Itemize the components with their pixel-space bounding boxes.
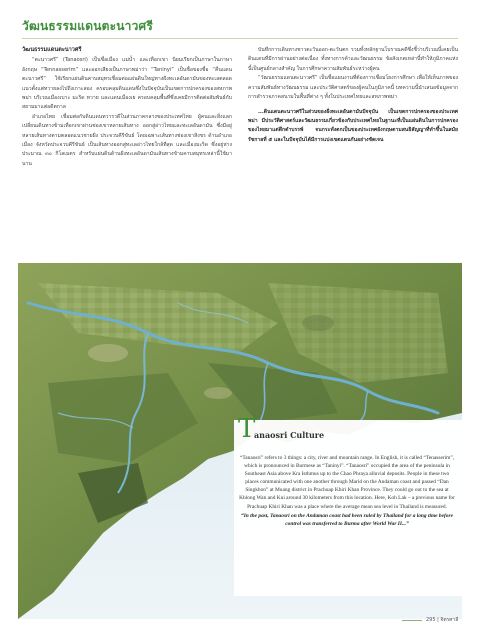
- title-divider: [22, 38, 458, 39]
- drop-cap-letter: T: [238, 414, 256, 444]
- right-text-column: [248, 46, 458, 150]
- culture-title: anaosri Culture: [254, 430, 325, 440]
- left-paragraph-2: อำเภอไทย เชื่อมต่อกับดินแดนทวารวดีในส่วนภาคกลางของประเทศไทย ผู้คนและสิ่งแลกเปลี่ยนเดินทางข้ามเทือกเขาผ่านช่องเขาหลายเส้นทาง ออกสู่อ่าวไทยและทะเลอันดามัน ซึ่งมีอยู่หลายเส้นทางตามตลอดแนวชายฝั่ง ประจวบคีรีขันธ์ โดยเฉพาะเส้นทางช่องเขาสิงขร ด้านอำเภอเมือง จังหวัดประจวบคีรีขันธ์ เป็นเส้นทางออกสู่ทะเลอ่าวไทยใกล้ที่สุด และเมืองมะริด ซึ่งอยู่ห่างประมาณ ๓๐ กิโลเมตร สำหรับแผ่นดินด้านฝั่งทะเลอันดามันเส้นทางข้ามคาบสมุทรเหล่านี้ใช้มานาน: [22, 113, 232, 167]
- left-text-column: [22, 46, 232, 169]
- culture-paragraph: “Tanaosri” refers to 3 things: a city, river and mountain range. In English, it is called “Tenasserim”, which is pronounced in Burmese as “Taninyi”. “Tanaosri” occupied the area of the peninsula in Southeast Asia above Kra Isthmus up to the Chao Phraya alluvial deposits. People in these two places communicated with one another through Marid on the Andaman coast and passed “Dan Singkhon” at Muang district in Prachuap Khiri Khan Province. They could go out to the sea at Khlong Wan and Kui around 30 kilometers from this location. Here, Koh Lak – a previous name for Prachuap Khiri Khan was a place where the average mean sea level in Thailand is measured.: [239, 455, 455, 510]
- culture-quote: “In the past, Tanaosri on the Andaman coast had been ruled by Thailand for a long time before control was transferred to Burma after World War II...”: [241, 512, 453, 527]
- section-subheading: วัฒนธรรมแดนตะนาวศรี: [22, 47, 82, 53]
- culture-english-text: [238, 454, 456, 529]
- right-paragraph-1: บันทึกการเดินทางชาวตะวันออก-ตะวันตก รวมทั้งหลักฐานโบราณคดีซึ่งชี้ว่าบริเวณนี้เคยเป็นดินแดนที่มีการผ่านอย่างต่อเนื่อง ทั้งทางการค้าและวัฒนธรรม ข้อสังเกตเหล่านี้ทำให้ภูมิภาคแห่งนี้เป็นศูนย์กลางสำคัญ ในการศึกษาความสัมพันธ์ระหว่างผู้คน: [248, 47, 458, 72]
- page-number: 295 | จิตรศาลี: [426, 617, 459, 623]
- footer-divider: [402, 620, 422, 621]
- page-title: วัฒนธรรมแดนตะนาวศรี: [22, 19, 154, 33]
- right-paragraph-2: “วัฒนธรรมแดนตะนาวศรี” เป็นชื่อแผนงานที่ต้องการเชื่อมโยงการศึกษา เพื่อให้เห็นภาพของความสัมพันธ์ทางวัฒนธรรม และประวัติศาสตร์ของผู้คนในภูมิภาคนี้ บทความนี้นำเสนอข้อมูลจากการสำรวจภาคสนามในพื้นที่ต่าง ๆ ทั้งในประเทศไทยและสหภาพพม่า: [248, 75, 458, 101]
- right-paragraph-highlight: ...ดินแดนตะนาวศรีในส่วนของฝั่งทะเลอันดามันปัจจุบัน เป็นเขตการปกครองของประเทศพม่า มีประวัติศาสตร์และวัฒนธรรมเกี่ยวข้องกับประเทศไทยในฐานะที่เป็นแผ่นดินในการปกครองของไทยมาแต่ดึกดำบรรพ์ จนกระทั่งตกเป็นของประเทศอังกฤษตามสนธิสัญญาที่ทำขึ้นในสมัยรัชกาลที่ ๕ และในปัจจุบันได้มีการแบ่งเขตแดนกันอย่างชัดเจน: [248, 108, 458, 143]
- left-paragraph-1: “ตะนาวศรี” (Tanaosri) เป็นชื่อเมือง แม่น้ำ และเทือกเขา นิยมเรียกเป็นภาษาในภาษาอังกฤษ “Tennasserim” และออกเสียงเป็นภาษาพม่าว่า “Taninyi” เป็นชื่อของชื่อ “คืนแดนตะนาวศรี” ใช้เรียกแผ่นดินคาบสมุทรเชื่อมต่อแผ่นดินใหญ่ทางฝั่งทะเลอันดามันของทะเลตลอดแนวตั้งแต่ทวายลงไปถึงเกาะสอง ครอบคลุมดินแดนซึ่งในปัจจุบันเป็นเขตการปกครองของสหภาพพม่า บริเวณเมืองเบาะ มะริด ทวาย และแดนเมืองเย ครอบคลุมพื้นที่ซึ่งเคยมีการติดต่อสัมพันธ์กับสยามมาแต่อดีตกาล: [22, 57, 232, 111]
